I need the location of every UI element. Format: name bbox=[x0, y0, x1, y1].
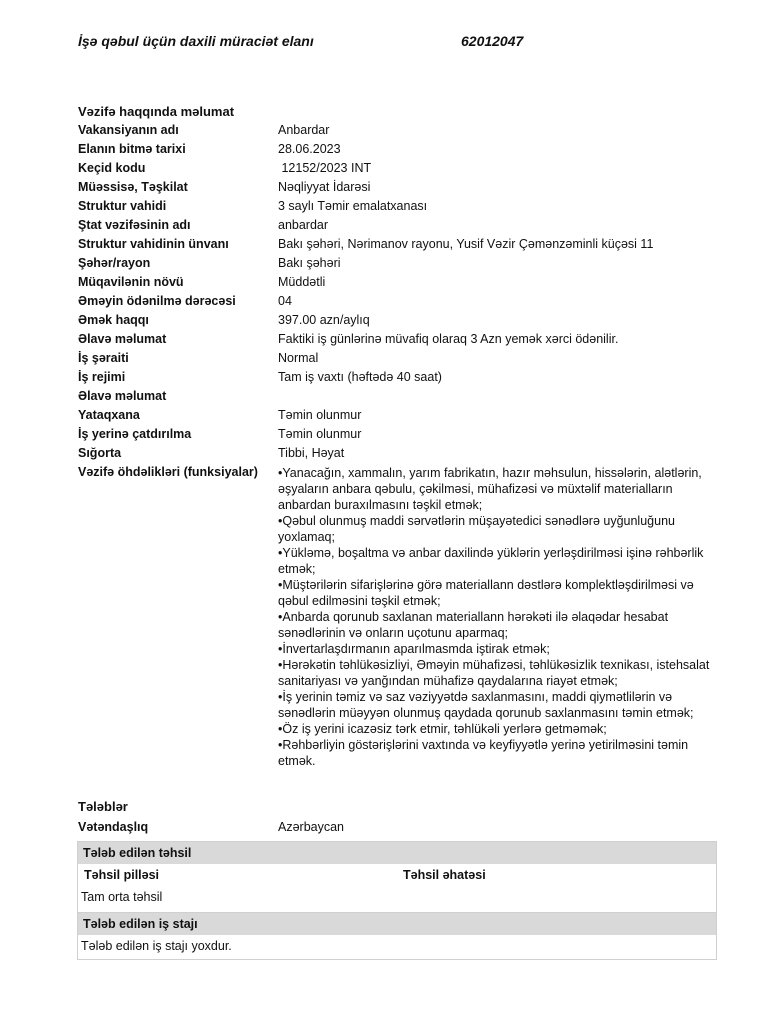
info-row bbox=[78, 330, 738, 349]
info-label: Müqavilənin növü bbox=[78, 275, 184, 289]
section-title-requirements: Tələblər bbox=[78, 799, 128, 814]
info-row bbox=[78, 311, 738, 330]
info-label: Ştat vəzifəsinin adı bbox=[78, 218, 191, 232]
duty-item: •Hərəkətin təhlükəsizliyi, Əməyin mühafizəsi, təhlükəsizlik texnikası, istehsalat sanitariyası və yanğından mühafizə qaydalarına riayət etmək; bbox=[278, 658, 710, 688]
announcement-code: 62012047 bbox=[461, 33, 524, 49]
citizenship-value: Azərbaycan bbox=[278, 820, 345, 834]
info-value: anbardar bbox=[278, 218, 329, 232]
duty-item: •İnvertarlaşdırmanın aparılmasmda iştirak etmək; bbox=[278, 642, 550, 656]
education-body bbox=[78, 864, 716, 912]
info-label: Vakansiyanın adı bbox=[78, 123, 179, 137]
info-row bbox=[78, 197, 738, 216]
experience-box bbox=[77, 912, 717, 960]
info-value: Nəqliyyat İdarəsi bbox=[278, 180, 371, 194]
info-label: Yataqxana bbox=[78, 408, 140, 422]
info-value: 3 saylı Təmir emalatxanası bbox=[278, 199, 428, 213]
education-level-value: Tam orta təhsil bbox=[81, 890, 163, 904]
info-label: Əmək haqqı bbox=[78, 313, 149, 327]
info-row bbox=[78, 425, 738, 444]
info-value: Tam iş vaxtı (həftədə 40 saat) bbox=[278, 370, 442, 384]
duties-list bbox=[278, 463, 723, 769]
duty-item: •Anbarda qorunub saxlanan materiallann hərəkəti ilə əlaqədar hesabat sənədlərinin və onların uçotunu aparmaq; bbox=[278, 610, 669, 640]
info-value: 04 bbox=[278, 294, 292, 308]
info-value: Anbardar bbox=[278, 123, 330, 137]
info-label: Əlavə məlumat bbox=[78, 389, 167, 403]
duty-item: •Müştərilərin sifarişlərinə görə materiallann dəstlərə komplektləşdirilməsi və qəbul edilməsini təşkil etmək; bbox=[278, 578, 694, 608]
duty-item: •Öz iş yerini icazəsiz tərk etmir, təhlükəli yerlərə getməmək; bbox=[278, 722, 607, 736]
info-value: 12152/2023 INT bbox=[278, 161, 372, 175]
info-row bbox=[78, 368, 738, 387]
info-label: İş yerinə çatdırılma bbox=[78, 427, 192, 441]
info-label: Keçid kodu bbox=[78, 161, 146, 175]
info-row bbox=[78, 178, 738, 197]
info-row bbox=[78, 254, 738, 273]
education-level-column: Təhsil pilləsi bbox=[84, 868, 160, 882]
info-label: Struktur vahidinin ünvanı bbox=[78, 237, 229, 251]
info-label: Struktur vahidi bbox=[78, 199, 167, 213]
info-row bbox=[78, 406, 738, 425]
info-label: Şəhər/rayon bbox=[78, 256, 151, 270]
info-value: 28.06.2023 bbox=[278, 142, 341, 156]
info-label: Elanın bitmə tarixi bbox=[78, 142, 186, 156]
info-value: Bakı şəhəri bbox=[278, 256, 341, 270]
info-value: Faktiki iş günlərinə müvafiq olaraq 3 Azn yemək xərci ödənilir. bbox=[278, 332, 619, 346]
info-row bbox=[78, 273, 738, 292]
info-label: İş şəraiti bbox=[78, 351, 129, 365]
info-row bbox=[78, 235, 738, 254]
info-value: Təmin olunmur bbox=[278, 427, 362, 441]
info-label: Əlavə məlumat bbox=[78, 332, 167, 346]
education-header: Tələb edilən təhsil bbox=[78, 842, 716, 864]
info-row bbox=[78, 387, 738, 406]
experience-body bbox=[78, 935, 716, 959]
position-info-table bbox=[78, 121, 738, 769]
duties-row bbox=[78, 463, 738, 769]
section-title-position-info: Vəzifə haqqında məlumat bbox=[78, 104, 235, 119]
experience-header: Tələb edilən iş stajı bbox=[78, 913, 716, 935]
citizenship-label: Vətəndaşlıq bbox=[78, 820, 149, 834]
info-row bbox=[78, 216, 738, 235]
experience-value: Tələb edilən iş stajı yoxdur. bbox=[81, 939, 232, 953]
info-row bbox=[78, 292, 738, 311]
info-row bbox=[78, 444, 738, 463]
education-scope-column: Təhsil əhatəsi bbox=[403, 868, 486, 882]
duty-item: •Rəhbərliyin göstərişlərini vaxtında və keyfiyyətlə yerinə yetirilməsini təmin etmək. bbox=[278, 738, 689, 768]
citizenship-row bbox=[78, 818, 738, 837]
duties-label: Vəzifə öhdəlikləri (funksiyalar) bbox=[78, 465, 258, 479]
info-row bbox=[78, 159, 738, 178]
info-label: Əməyin ödənilmə dərəcəsi bbox=[78, 294, 236, 308]
duty-item: •Qəbul olunmuş maddi sərvətlərin müşayətedici sənədlərə uyğunluğunu yoxlamaq; bbox=[278, 514, 675, 544]
education-box bbox=[77, 841, 717, 913]
duty-item: •İş yerinin təmiz və saz vəziyyətdə saxlanmasını, maddi qiymətlilərin və sənədlərin müəyyən olunmuş qaydada qorunub saxlanmasını təmin etmək; bbox=[278, 690, 694, 720]
page-title: İşə qəbul üçün daxili müraciət elanı bbox=[78, 33, 314, 49]
info-label: İş rejimi bbox=[78, 370, 126, 384]
info-row bbox=[78, 349, 738, 368]
info-row bbox=[78, 140, 738, 159]
info-row bbox=[78, 121, 738, 140]
info-value: Normal bbox=[278, 351, 319, 365]
info-label: Müəssisə, Təşkilat bbox=[78, 180, 188, 194]
info-value: 397.00 azn/aylıq bbox=[278, 313, 370, 327]
duty-item: •Yükləmə, boşaltma və anbar daxilində yüklərin yerləşdirilməsi işinə rəhbərlik etmək; bbox=[278, 546, 704, 576]
info-value: Təmin olunmur bbox=[278, 408, 362, 422]
info-value: Müddətli bbox=[278, 275, 326, 289]
info-value: Bakı şəhəri, Nərimanov rayonu, Yusif Vəzir Çəmənzəminli küçəsi 11 bbox=[278, 237, 654, 251]
info-value: Tibbi, Həyat bbox=[278, 446, 345, 460]
duty-item: •Yanacağın, xammalın, yarım fabrikatın, hazır məhsulun, hissələrin, alətlərin, əşyaların anbara qəbulu, çəkilməsi, mühafizəsi və müxtəlif materialların anbardan buraxılmasını təşkil etmək; bbox=[278, 466, 702, 512]
info-label: Sığorta bbox=[78, 446, 122, 460]
